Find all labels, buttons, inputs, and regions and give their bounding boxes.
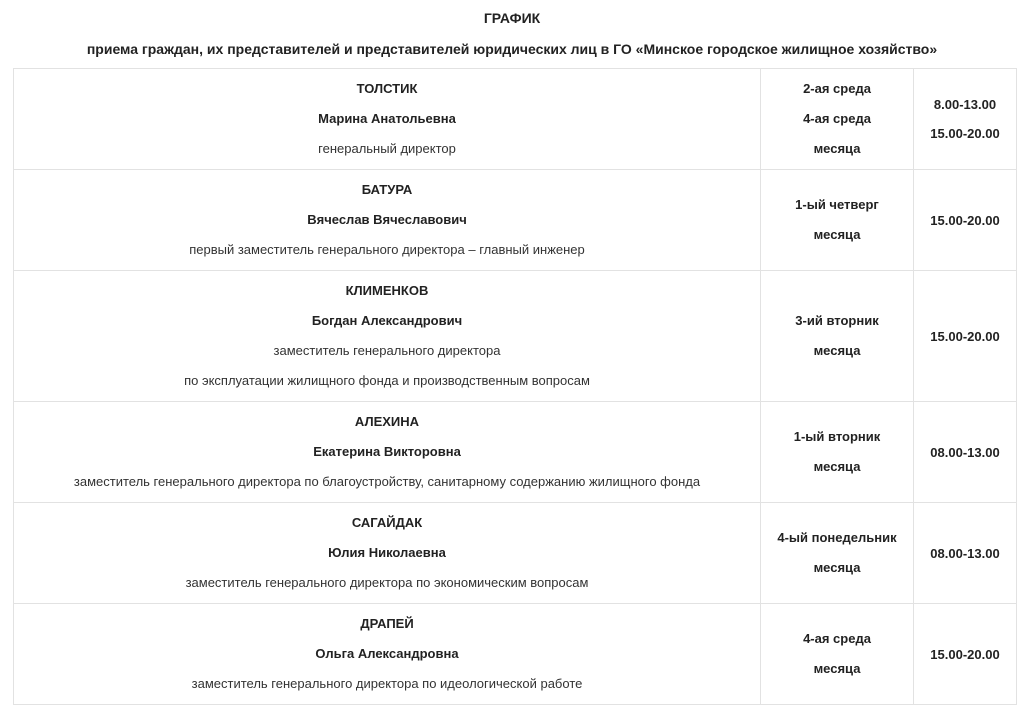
day-cell <box>761 170 914 271</box>
person-surname: АЛЕХИНА <box>354 414 420 429</box>
page-title: ГРАФИК <box>483 10 541 26</box>
person-position: заместитель генерального директора по благоустройству, санитарному содержанию жилищного фонда <box>73 474 701 489</box>
person-cell <box>14 503 761 604</box>
reception-day: 3-ий вторник <box>795 313 879 328</box>
page-subtitle: приема граждан, их представителей и представителей юридических лиц в ГО «Минское городское жилищное хозяйство» <box>86 41 938 57</box>
person-cell <box>14 402 761 503</box>
reception-time: 15.00-20.00 <box>930 328 1000 344</box>
person-name: Богдан Александрович <box>311 313 463 328</box>
person-position: заместитель генерального директора по идеологической работе <box>191 676 583 691</box>
reception-day: 4-ая среда <box>803 111 871 126</box>
person-position: заместитель генерального директора по экономическим вопросам <box>185 575 589 590</box>
table-row <box>14 170 1017 271</box>
day-cell <box>761 69 914 170</box>
reception-time: 08.00-13.00 <box>930 545 1000 561</box>
reception-time: 08.00-13.00 <box>930 444 1000 460</box>
day-cell <box>761 271 914 402</box>
table-row <box>14 604 1017 705</box>
person-surname: САГАЙДАК <box>351 515 423 530</box>
person-name: Ольга Александровна <box>315 646 459 661</box>
reception-day: месяца <box>813 141 861 156</box>
reception-day: месяца <box>813 227 861 242</box>
day-cell <box>761 402 914 503</box>
person-surname: КЛИМЕНКОВ <box>345 283 429 298</box>
person-position: заместитель генерального директора <box>273 343 501 358</box>
time-cell <box>914 170 1017 271</box>
person-cell <box>14 170 761 271</box>
time-cell <box>914 604 1017 705</box>
table-row <box>14 402 1017 503</box>
person-position: генеральный директор <box>318 141 456 156</box>
reception-time: 8.00-13.00 <box>933 97 997 112</box>
person-cell <box>14 604 761 705</box>
day-cell <box>761 503 914 604</box>
person-cell <box>14 69 761 170</box>
table-row <box>14 69 1017 170</box>
person-name: Марина Анатольевна <box>318 111 456 126</box>
person-position: первый заместитель генерального директора – главный инженер <box>189 242 585 257</box>
person-name: Вячеслав Вячеславович <box>307 212 467 227</box>
reception-day: 4-ая среда <box>803 631 871 646</box>
day-cell <box>761 604 914 705</box>
reception-day: 1-ый вторник <box>793 429 881 444</box>
reception-day: месяца <box>813 560 861 575</box>
reception-time: 15.00-20.00 <box>930 212 1000 228</box>
time-cell <box>914 271 1017 402</box>
reception-time: 15.00-20.00 <box>930 126 1000 141</box>
table-row <box>14 503 1017 604</box>
person-cell <box>14 271 761 402</box>
time-cell <box>914 503 1017 604</box>
person-position: по эксплуатации жилищного фонда и производственным вопросам <box>184 373 590 388</box>
reception-time: 15.00-20.00 <box>930 646 1000 662</box>
person-surname: ДРАПЕЙ <box>360 616 414 631</box>
reception-day: месяца <box>813 459 861 474</box>
reception-day: 2-ая среда <box>803 81 871 96</box>
person-name: Екатерина Викторовна <box>313 444 461 459</box>
reception-day: 4-ый понедельник <box>777 530 897 545</box>
time-cell <box>914 402 1017 503</box>
table-row <box>14 271 1017 402</box>
reception-day: 1-ый четверг <box>795 197 879 212</box>
reception-schedule-table <box>13 68 1017 705</box>
reception-day: месяца <box>813 661 861 676</box>
reception-day: месяца <box>813 343 861 358</box>
person-surname: ТОЛСТИК <box>356 81 418 96</box>
time-cell <box>914 69 1017 170</box>
person-surname: БАТУРА <box>361 182 413 197</box>
person-name: Юлия Николаевна <box>328 545 446 560</box>
